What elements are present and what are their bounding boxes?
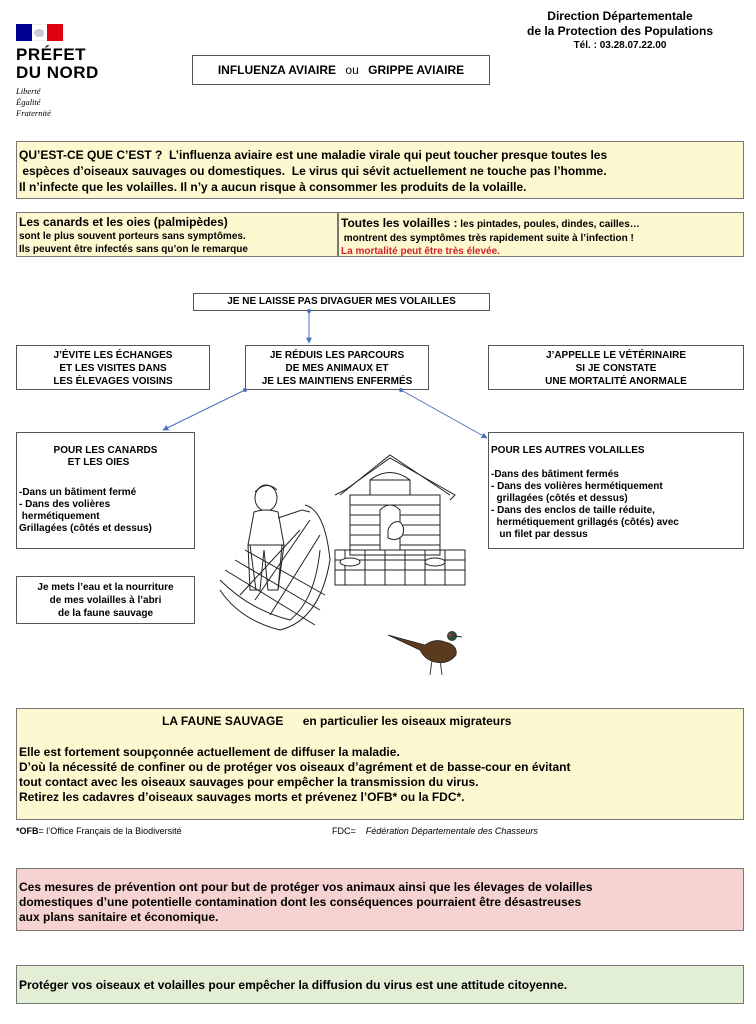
for-others-box bbox=[488, 432, 744, 549]
for-ducks-line-1: -Dans un bâtiment fermé bbox=[19, 487, 137, 498]
flow-right-line-1: J’APPELLE LE VÉTÉRINAIRE bbox=[545, 350, 687, 361]
prevention-box bbox=[16, 868, 744, 931]
poultry-heading: Toutes les volailles : bbox=[341, 216, 458, 230]
wildlife-title: LA FAUNE SAUVAGE bbox=[162, 714, 284, 728]
logo-line-2: DU NORD bbox=[16, 63, 99, 82]
water-line-3: de la faune sauvage bbox=[57, 608, 154, 619]
flow-top-text: JE NE LAISSE PAS DIVAGUER MES VOLAILLES bbox=[227, 296, 456, 307]
footnote-ofb-key: *OFB bbox=[16, 826, 39, 836]
flow-right-line-3: UNE MORTALITÉ ANORMALE bbox=[545, 376, 687, 387]
ducks-line-1: sont le plus souvent porteurs sans symptômes. bbox=[19, 231, 246, 242]
tricolor-flag-icon bbox=[16, 24, 63, 41]
motto-liberte: Liberté bbox=[16, 86, 41, 96]
for-ducks-box bbox=[16, 432, 195, 549]
prevention-line-3: aux plans sanitaire et économique. bbox=[19, 910, 219, 924]
ducks-info bbox=[16, 212, 338, 257]
illustration-person-net-coop bbox=[220, 450, 480, 690]
agency-line-1: Direction Départementale bbox=[547, 9, 693, 23]
for-others-heading: POUR LES AUTRES VOLAILLES bbox=[491, 445, 645, 456]
footnote-fdc-text: Fédération Départementale des Chasseurs bbox=[365, 826, 538, 836]
flow-left-line-2: ET LES VISITES DANS bbox=[59, 363, 167, 374]
wildlife-line-2: D’où la nécessité de confiner ou de protéger vos oiseaux d’agrément et de basse-cour en évitant bbox=[19, 760, 571, 774]
ducks-line-2: Ils peuvent être infectés sans qu’on le remarque bbox=[19, 244, 248, 255]
wildlife-line-1: Elle est fortement soupçonnée actuellement de diffuser la maladie. bbox=[19, 745, 400, 759]
poultry-info bbox=[338, 212, 744, 257]
footnote-fdc-key: FDC= bbox=[332, 826, 356, 836]
agency-tel: Tél. : 03.28.07.22.00 bbox=[573, 40, 667, 51]
flow-top-box bbox=[193, 293, 490, 311]
poultry-mortality: La mortalité peut être très élevée. bbox=[341, 246, 500, 257]
poultry-heading-rest: les pintades, poules, dindes, cailles… bbox=[457, 219, 640, 230]
footnote-ofb bbox=[16, 825, 182, 837]
wildlife-subtitle: en particulier les oiseaux migrateurs bbox=[302, 714, 512, 728]
prefet-logo bbox=[16, 24, 116, 119]
intro-line-2: espèces d’oiseaux sauvages ou domestiques. Le virus qui sévit actuellement ne touche pas l’homme. bbox=[19, 164, 607, 178]
flow-center-line-1: JE RÉDUIS LES PARCOURS bbox=[269, 350, 405, 361]
for-ducks-line-3: hermétiquement bbox=[19, 511, 100, 522]
motto-fraternite: Fraternité bbox=[16, 108, 51, 118]
intro-box bbox=[16, 141, 744, 199]
footnote-ofb-text: = l’Office Français de la Biodiversité bbox=[38, 826, 182, 836]
for-others-line-2: - Dans des volières hermétiquement bbox=[491, 481, 663, 492]
title-right: GRIPPE AVIAIRE bbox=[368, 63, 465, 77]
motto-egalite: Égalité bbox=[16, 97, 41, 107]
agency-header bbox=[500, 9, 740, 53]
for-ducks-line-4: Grillagées (côtés et dessus) bbox=[19, 523, 152, 534]
poultry-line-1: montrent des symptômes très rapidement suite à l’infection ! bbox=[341, 233, 634, 244]
title-left: INFLUENZA AVIAIRE bbox=[217, 63, 337, 77]
footnote-fdc bbox=[332, 825, 538, 837]
wildlife-line-3: tout contact avec les oiseaux sauvages pour empêcher la transmission du virus. bbox=[19, 775, 479, 789]
arrow-center-to-others bbox=[401, 390, 487, 438]
water-line-1: Je mets l’eau et la nourriture bbox=[37, 582, 174, 593]
arrow-center-to-ducks bbox=[163, 390, 245, 430]
citizen-text: Protéger vos oiseaux et volailles pour empêcher la diffusion du virus est une attitude citoyenne. bbox=[19, 978, 568, 992]
intro-line-1: QU’EST-CE QUE C’EST ? L’influenza aviaire est une maladie virale qui peut toucher presque toutes les bbox=[19, 148, 608, 162]
intro-line-3: Il n’infecte que les volailles. Il n’y a aucun risque à consommer les produits de la volaille. bbox=[19, 180, 527, 194]
agency-line-2: de la Protection des Populations bbox=[526, 24, 714, 38]
title-mid: ou bbox=[345, 63, 359, 77]
for-others-line-5: hermétiquement grillagés (côtés) avec bbox=[491, 517, 679, 528]
for-ducks-heading-1: POUR LES CANARDS bbox=[53, 445, 158, 456]
flow-right-line-2: SI JE CONSTATE bbox=[575, 363, 657, 374]
for-ducks-line-2: - Dans des volières bbox=[19, 499, 111, 510]
for-others-line-1: -Dans des bâtiment fermés bbox=[491, 469, 619, 480]
prevention-line-1: Ces mesures de prévention ont pour but de protéger vos animaux ainsi que les élevages de volailles bbox=[19, 880, 593, 894]
water-food-box bbox=[16, 576, 195, 624]
logo-line-1: PRÉFET bbox=[16, 45, 87, 64]
for-others-line-3: grillagées (côtés et dessus) bbox=[491, 493, 628, 504]
for-others-line-4: - Dans des enclos de taille réduite, bbox=[491, 505, 655, 516]
flow-center-box bbox=[245, 345, 429, 390]
flow-right-box bbox=[488, 345, 744, 390]
prevention-line-2: domestiques d’une potentielle contamination dont les conséquences pourraient être désastreuses bbox=[19, 895, 582, 909]
for-ducks-heading-2: ET LES OIES bbox=[67, 457, 130, 468]
wildlife-line-4: Retirez les cadavres d’oiseaux sauvages morts et prévenez l’OFB* ou la FDC*. bbox=[19, 790, 465, 804]
citizen-box bbox=[16, 965, 744, 1004]
flow-left-line-3: LES ÉLEVAGES VOISINS bbox=[53, 376, 173, 387]
flow-left-box bbox=[16, 345, 210, 390]
ducks-heading: Les canards et les oies (palmipèdes) bbox=[19, 215, 228, 229]
flow-left-line-1: J’ÉVITE LES ÉCHANGES bbox=[53, 350, 173, 361]
wildlife-box bbox=[16, 708, 744, 820]
page-title bbox=[192, 55, 490, 85]
water-line-2: de mes volailles à l’abri bbox=[49, 595, 162, 606]
for-others-line-6: un filet par dessus bbox=[491, 529, 588, 540]
flow-center-line-2: DE MES ANIMAUX ET bbox=[285, 363, 389, 374]
flow-center-line-3: JE LES MAINTIENS ENFERMÉS bbox=[261, 376, 413, 387]
